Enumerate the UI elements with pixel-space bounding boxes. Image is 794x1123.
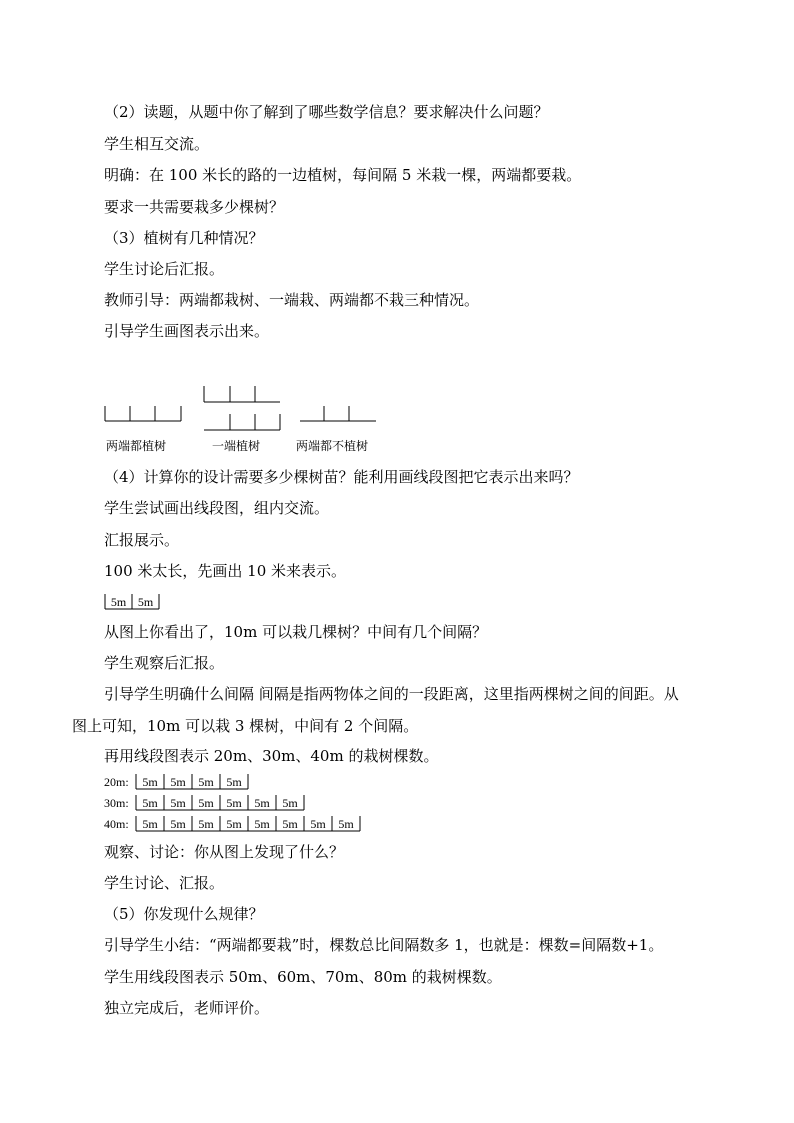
segment-label: 5m: [282, 817, 298, 831]
segment-label: 5m: [142, 775, 158, 789]
text-line: 学生讨论、汇报。: [104, 874, 225, 892]
segment-label: 5m: [137, 595, 154, 609]
segment-row: [104, 816, 360, 831]
segment-label: 5m: [226, 817, 242, 831]
caption-one-end: 一端植树: [212, 439, 261, 453]
text-line: 100 米太长，先画出 10 米来表示。: [104, 562, 347, 580]
segment-row-label: 30m:: [104, 796, 129, 810]
text-line: 独立完成后，老师评价。: [104, 999, 270, 1017]
text-line: 引导学生画图表示出来。: [104, 322, 270, 340]
text-line: 明确：在 100 米长的路的一边植树，每间隔 5 米栽一棵，两端都要栽。: [104, 166, 582, 184]
segment-label: 5m: [170, 775, 186, 789]
text-line: 学生用线段图表示 50m、60m、70m、80m 的栽树棵数。: [104, 968, 502, 986]
segment-label: 5m: [142, 817, 158, 831]
segment-label: 5m: [226, 775, 242, 789]
segment-label: 5m: [198, 796, 214, 810]
segment-label: 5m: [110, 595, 127, 609]
segment-label: 5m: [170, 817, 186, 831]
text-line: 教师引导：两端都栽树、一端栽、两端都不栽三种情况。: [104, 291, 480, 309]
caption-neither-end: 两端都不植树: [296, 439, 369, 453]
question-3-line: （3）植树有几种情况？: [104, 229, 264, 247]
segment-row-label: 20m:: [104, 775, 129, 789]
question-5-line: （5）你发现什么规律？: [104, 905, 264, 923]
segment-label: 5m: [226, 796, 242, 810]
text-line: 学生讨论后汇报。: [104, 260, 225, 278]
text-line: 从图上你看出了，10m 可以栽几棵树？中间有几个间隔？: [104, 623, 488, 641]
segment-label: 5m: [310, 817, 326, 831]
caption-both-ends: 两端都植树: [106, 439, 167, 453]
text-line: 引导学生明确什么间隔 间隔是指两物体之间的一段距离，这里指两棵树之间的间距。从: [104, 685, 679, 703]
segment-label: 5m: [142, 796, 158, 810]
text-line: 要求一共需要栽多少棵树？: [104, 198, 285, 216]
text-line: 学生尝试画出线段图，组内交流。: [104, 499, 330, 517]
segment-label: 5m: [338, 817, 354, 831]
text-line: 图上可知，10m 可以栽 3 棵树，中间有 2 个间隔。: [72, 717, 419, 735]
summary-line: 引导学生小结：“两端都要栽”时，棵数总比间隔数多 1，也就是：棵数=间隔数+1。: [104, 936, 664, 954]
segment-label: 5m: [254, 817, 270, 831]
segment-label: 5m: [198, 817, 214, 831]
segment-row-label: 40m:: [104, 817, 129, 831]
segment-label: 5m: [170, 796, 186, 810]
text-line: 观察、讨论：你从图上发现了什么？: [104, 843, 345, 861]
question-2-line: （2）读题，从题中你了解到了哪些数学信息？要求解决什么问题？: [104, 103, 549, 121]
text-line: 再用线段图表示 20m、30m、40m 的栽树棵数。: [104, 747, 439, 765]
text-line: 学生观察后汇报。: [104, 654, 225, 672]
question-4-line: （4）计算你的设计需要多少棵树苗？能利用画线段图把它表示出来吗？: [104, 468, 579, 486]
text-line: 汇报展示。: [104, 531, 180, 549]
text-line: 学生相互交流。: [104, 135, 210, 153]
segment-label: 5m: [282, 796, 298, 810]
segment-row: [104, 795, 304, 810]
segment-row: [104, 774, 248, 789]
segment-label: 5m: [254, 796, 270, 810]
segment-label: 5m: [198, 775, 214, 789]
